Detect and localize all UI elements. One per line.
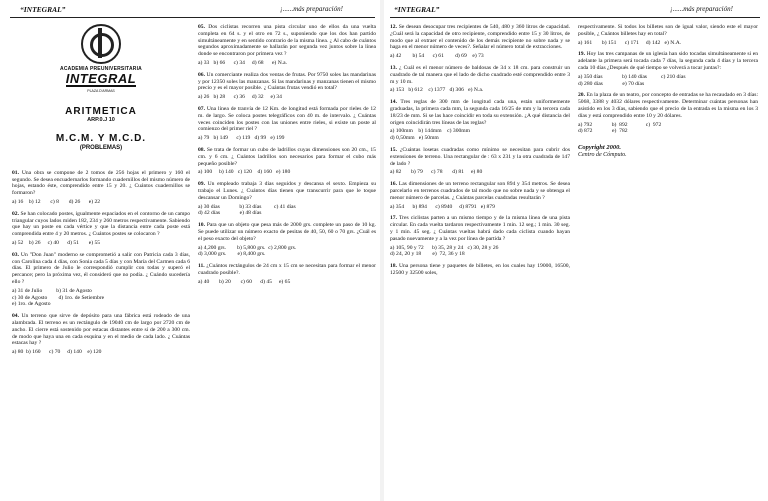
question-01: 01. Una obra se compone de 2 tomos de 256 hojas el primero y 160 el segundo. Se desea encuadernarlos formando cuadernillos del mismo número de hojas, estando éste, comprendido entre 15 y 20. ¿ Cuántos cuadernillos se formaron? a) 16 b) 12 c) 8 d) 26 e) 22	[12, 169, 191, 205]
left-column-2	[198, 24, 376, 291]
header-brand-left: “INTEGRAL”	[20, 5, 66, 14]
right-column-1	[390, 24, 570, 282]
question-20: 20. En la plaza de un teatro, por concepto de entradas se ha recaudado en 3 días: 5068, 3388 y 4032 dólares respectivamente. Determinar cuántas personas han asistido en los 3 días, sabiendo que el precio de la entrada es la misma en los 3 días y está comprendido entre 10 y 20 dólares. a) 792 b) 892 c) 972 d) 872 e) 782	[578, 92, 759, 135]
left-page	[0, 0, 380, 501]
logo-tagline-text: PLAZA D'ARMAS	[87, 88, 115, 93]
copyright-notice	[578, 145, 758, 159]
integral-emblem-icon	[81, 24, 121, 64]
academy-logo	[21, 24, 181, 95]
question-11: 11. ¿Cuántos rectángulos de 24 cm x 15 cm se necesitan para formar el menor cuadrado posible?. a) 40 b) 20 c) 60 d) 45 e) 65	[198, 263, 376, 285]
question-19: 19. Hoy las tres campanas de un iglesia han sido tocadas simultáneamente si en adelante la primera será tocada cada 7 días, la segunda cada 4 días y la tercera cada 10 días ¿Después de qué tiempo se volverá a tocar juntas?: a) 350 días b) 140 días c) 210 días d) 280 días e) 70 días	[578, 51, 758, 87]
right-page	[384, 0, 768, 501]
copyright-text: Copyright 2000.	[578, 144, 621, 152]
copyright-org: Centro de Cómputo.	[578, 151, 627, 158]
question-07: 07. Una línea de tranvía de 12 Km. de longitud está formada por rieles de 12 m. de largo. Se coloca postes telegráficos con 40 m. de intervalo. ¿ Cuántas veces coinciden los postes con las uniones entre rieles, si existe un poste al comienzo del primer riel ? a) 79 b) 149 c) 119 d) 99 e) 199	[198, 105, 376, 142]
question-15: 15. ¿Cuántas losetas cuadradas como mínimo se necesitan para cubrir dos extensiones de terreno. Una rectangular de : 63 x 231 y la otra cuadrada de 147 de lado ? a) 82 b) 79 c) 78 d) 81 e) 80	[390, 146, 570, 176]
question-05: 05. Dos ciclistas recorren una pista circular uno de ellos da una vuelta completa en 64 s. y el otro en 72 s., suponiendo que los dos han partido simultáneamente y en sentido contrario de la misma línea. ¿ Al cabo de cuántos segundos aproximadamente se hallarán por segunda vez juntos sobre la línea donde se encontraron por primera vez ? a) 33 b) 66 c) 34 d) 68 e) N.a.	[198, 24, 376, 66]
left-column-1	[12, 24, 190, 361]
logo-academy-text: ACADEMIA PREUNIVERSITARIA	[60, 66, 142, 72]
question-18-continued: respectivamente. Si todos los billetes son de igual valor, siendo este el mayor posible, ¿ Cuántos billetes hay en total? a) 161 b) 151 c) 171 d) 142 e) N.A.	[578, 24, 758, 46]
topic-kind: (PROBLEMAS)	[79, 144, 123, 151]
header-slogan-left: ¡......más preparación!	[280, 5, 343, 13]
logo-name-text: INTEGRAL	[65, 70, 137, 86]
topic-title: M.C.M. Y M.C.D.	[55, 133, 147, 145]
course-code: ARP.0.J 10	[87, 117, 115, 124]
question-06: 06. Un comerciante realiza dos ventas de frutas. Por 9750 soles las mandarinas y por 12350 soles las manzanas. Si las mandarinas y manzanas tienen el mismo precio y es el mayor posible. ¿ Cuántas frutas vendió en total? a) 26 b) 28 c) 36 d) 32 e) 34	[198, 71, 376, 101]
header-brand-right: “INTEGRAL”	[394, 5, 440, 14]
question-02: 02. Se han colocado postes, igualmente espaciados en el contorno de un campo triangular cuyos lados miden 182, 234 y 260 metros respectivamente. Sabiendo que hay un poste en cada vértice y que la distancia entre cada poste está comprendida entre 4 y 20 metros. ¿ Cuántos postes se colocaron ? a) 52 b) 26 c) 40 d) 51 e) 55	[12, 210, 190, 246]
question-04: 04. Un terreno que sirve de depósito para una fábrica está rodeado de una alambrada. El terreno es un rectángulo de 19040 cm de largo por 2720 cm de ancho. El cierre está sostenido por estacas distantes entre sí de 200 a 300 cm. de modo que haya una en cada esquina y en el medio de cada lado. ¿ Cuántas estacas hay ? a) 80 b) 160 c) 70 d) 140 e) 120	[12, 313, 190, 356]
question-18: 18. Una persona tiene y paquetes de billetes, en los cuales hay 19000, 16500, 12500 y 32500 soles,	[390, 263, 570, 276]
question-09: 09. Un empleado trabaja 3 días seguidos y descansa el sexto. Empieza su trabajo el Lunes. ¿ Cuántos días tienen que transcurrir para que le toque descansar un Domingo? a) 30 días b) 33 días c) 41 días d) 42 días e) 48 días	[198, 181, 376, 217]
question-13: 13. ¿ Cuál es el menor número de baldosas de 34 x 18 cm. para construir un cuadrado de tal manera que el lado de dicho cuadrado esté comprendido entre 3 m y 10 m. a) 153 b) 612 c) 1377 d) 306 e) N.a.	[390, 64, 570, 94]
question-14: 14. Tres reglas de 300 mm de longitud cada una, están uniformemente graduadas, la primera cada mm, la segunda cada 16/25 de mm y la tercera cada 18/23 de mm. Si se las hace coincidir en toda su extensión. ¿A qué distancia del origen coincidirán tres líneas de las reglas? a) 100mm b) 144mm c) 300mm d) 0,50mm e) 50mm	[390, 99, 570, 142]
header-rule-left	[10, 17, 375, 18]
question-03: 03. Un "Don Juan" moderno se comprometió a salir con Patricia cada 3 días, con Carolina cada 4 días, con Sonia cada 5 días y con María del Carmen cada 6 días. El primero de Julio le correspondió cumplir con todas y superó el percance; pero la próxima vez, él consideró que no podía. ¿ Cuándo sucedería ello ? a) 31 de Julio b) 31 de Agosto c) 30 de Agosto d) 1ro. de Setiembre e) 1ro. de Agosto	[12, 251, 191, 308]
subject-title: ARITMETICA	[65, 105, 137, 117]
question-08: 08. Se trata de formar un cubo de ladrillos cuyas dimensiones son 20 cm., 15 cm. y 6 cm. ¿ Cuántos ladrillos son necesarios para formar el cubo más pequeño posible? a) 100 b) 140 c) 120 d) 160 e) 180	[198, 146, 376, 176]
header-slogan-right: ¡......más preparación!	[670, 5, 733, 13]
question-10: 10. Para que un objeto que pesa más de 2000 grs. complete un paso de 10 kg. Se puede utilizar un número exacto de pesitas de 40, 50, 60 o 70 grs. ¿Cuál es el peso exacto del objeto? a) 4,200 grs. b) 5,800 grs. c) 2,800 grs. d) 3,000 grs. e) 8,400 grs.	[198, 222, 376, 258]
right-column-2	[578, 24, 758, 159]
document-title-block	[12, 105, 190, 152]
question-12: 12. Se desean desocupar tres recipientes de 540, 480 y 360 litros de capacidad. ¿Cuál será la capacidad de otro recipiente, comprendido entre 15 y 30 litros, de modo que al extraer el contenido de los demás recipiente no sobre nada y se haga en el menor número de veces?. Señalar el número total de extracciones. a) 42 b) 54 c) 61 d) 69 e) 73	[390, 24, 570, 60]
question-17: 17. Tres ciclistas parten a un mismo tiempo y de la misma línea de una pista circular. En cada vuelta tardaron respectivamente 1 min. 12 seg.; 1 min. 30 seg. y 1 min. 45 seg. ¿ Cuántas vueltas habrá dado cada ciclista cuando hayan pasado nuevamente y a la vez por línea de partida ? a) 105, 90 y 72 b) 35, 28 y 24 c) 30, 28 y 26 d) 24, 20 y 18 e) 72, 36 y 18	[390, 215, 570, 258]
header-rule-right	[390, 17, 760, 18]
question-16: 16. Las dimensiones de un terreno rectangular son 894 y 354 metros. Se desea parcelarlo en terrenos cuadrados de tal modo que no sobre nada y se obtenga el menor número de parcelas. ¿ Cuántas parcelas cuadradas resultarán ? a) 354 b) 894 c) 8940 d) 8791 e) 879	[390, 181, 570, 210]
